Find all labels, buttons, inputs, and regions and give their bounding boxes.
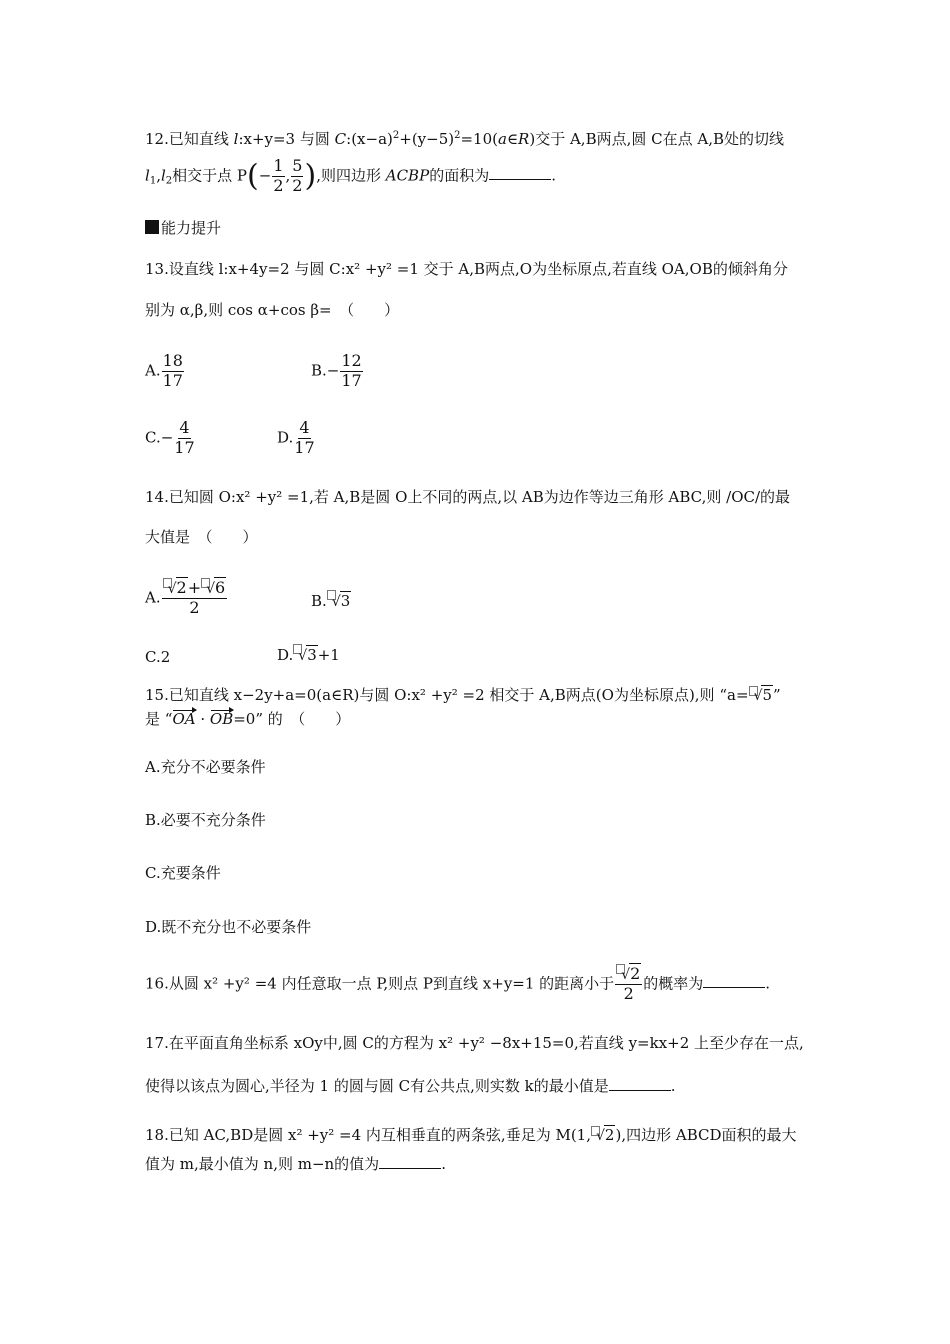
q14-option-b[interactable]: B. √3 [311, 592, 351, 610]
q15-line-1: 15.已知直线 x−2y+a=0(a∈R)与圆 O:x² +y² =2 相交于 A,B两点(O为坐标原点),则 “a= √5” [145, 686, 781, 704]
q14-line-1: 14.已知圆 O:x² +y² =1,若 A,B是圆 O上不同的两点,以 AB为边作等边三角形 ABC,则 /OC/的最 [145, 488, 791, 506]
q13-option-a[interactable]: A. $\frac{18}{17}$ [145, 351, 183, 390]
q13-line-2: 别为 α,β,则 cos α+cos β= （ ） [145, 301, 400, 319]
q14-line-2: 大值是 （ ） [145, 528, 258, 546]
q13-option-c[interactable]: C.− $\frac{4}{17}$ [145, 418, 195, 457]
answer-blank[interactable] [609, 1076, 671, 1091]
q18-line-1: 18.已知 AC,BD是圆 x² +y² =4 内互相垂直的两条弦,垂足为 M(1, √2),四边形 ABCD面积的最大 [145, 1126, 797, 1144]
q12-fraction-1: $\frac{1}{2}$ [273, 156, 284, 195]
q18-line-2: 值为 m,最小值为 n,则 m−n的值为 . [145, 1155, 446, 1173]
q12-line-1: 12.已知直线 l:x+y=3 与圆 $C:(x-a)^2+(y-5)^2=10(a\in R)$交于 A,B两点,圆 C在点 A,B处的切线 [145, 130, 784, 148]
q17-line-1: 17.在平面直角坐标系 xOy中,圆 C的方程为 x² +y² −8x+15=0,若直线 y=kx+2 上至少存在一点, [145, 1034, 804, 1052]
q15-option-b[interactable]: B.必要不充分条件 [145, 811, 266, 829]
q16-line: 16.从圆 x² +y² =4 内任意取一点 P,则点 P到直线 x+y=1 的距离小于 $\frac{√2}{2}$ 的概率为 . [145, 964, 771, 1003]
q13-option-b[interactable]: B.− $\frac{12}{17}$ [311, 351, 362, 390]
q15-line-2: 是 “OA · OB=0” 的 （ ） [145, 710, 351, 728]
vector-oa: OA [172, 710, 196, 728]
q12-line-2: $l_1,l_2$相交于点 P(− $\frac{1}{2}$ , $\frac{5}{2}$ ),则四边形 ACBP的面积为 . [145, 156, 556, 195]
vector-ob: OB [209, 710, 234, 728]
section-square-icon [145, 220, 159, 234]
q12-fraction-2: $\frac{5}{2}$ [292, 156, 303, 195]
q15-option-a[interactable]: A.充分不必要条件 [145, 758, 266, 776]
q15-option-d[interactable]: D.既不充分也不必要条件 [145, 918, 312, 936]
q14-option-d[interactable]: D. √3+1 [277, 646, 340, 664]
answer-blank[interactable] [379, 1154, 441, 1169]
q14-option-a[interactable]: A. $\frac{√2+ √6}{2}$ [145, 578, 226, 617]
q17-line-2: 使得以该点为圆心,半径为 1 的圆与圆 C有公共点,则实数 k的最小值是 . [145, 1077, 676, 1095]
q13-option-d[interactable]: D. $\frac{4}{17}$ [277, 418, 315, 457]
q15-option-c[interactable]: C.充要条件 [145, 864, 221, 882]
section-heading: 能力提升 [145, 220, 221, 236]
q14-option-c[interactable]: C.2 [145, 648, 171, 666]
answer-blank[interactable] [703, 973, 765, 988]
q13-line-1: 13.设直线 l:x+4y=2 与圆 C:x² +y² =1 交于 A,B两点,O为坐标原点,若直线 OA,OB的倾斜角分 [145, 260, 788, 278]
answer-blank[interactable] [489, 165, 551, 180]
